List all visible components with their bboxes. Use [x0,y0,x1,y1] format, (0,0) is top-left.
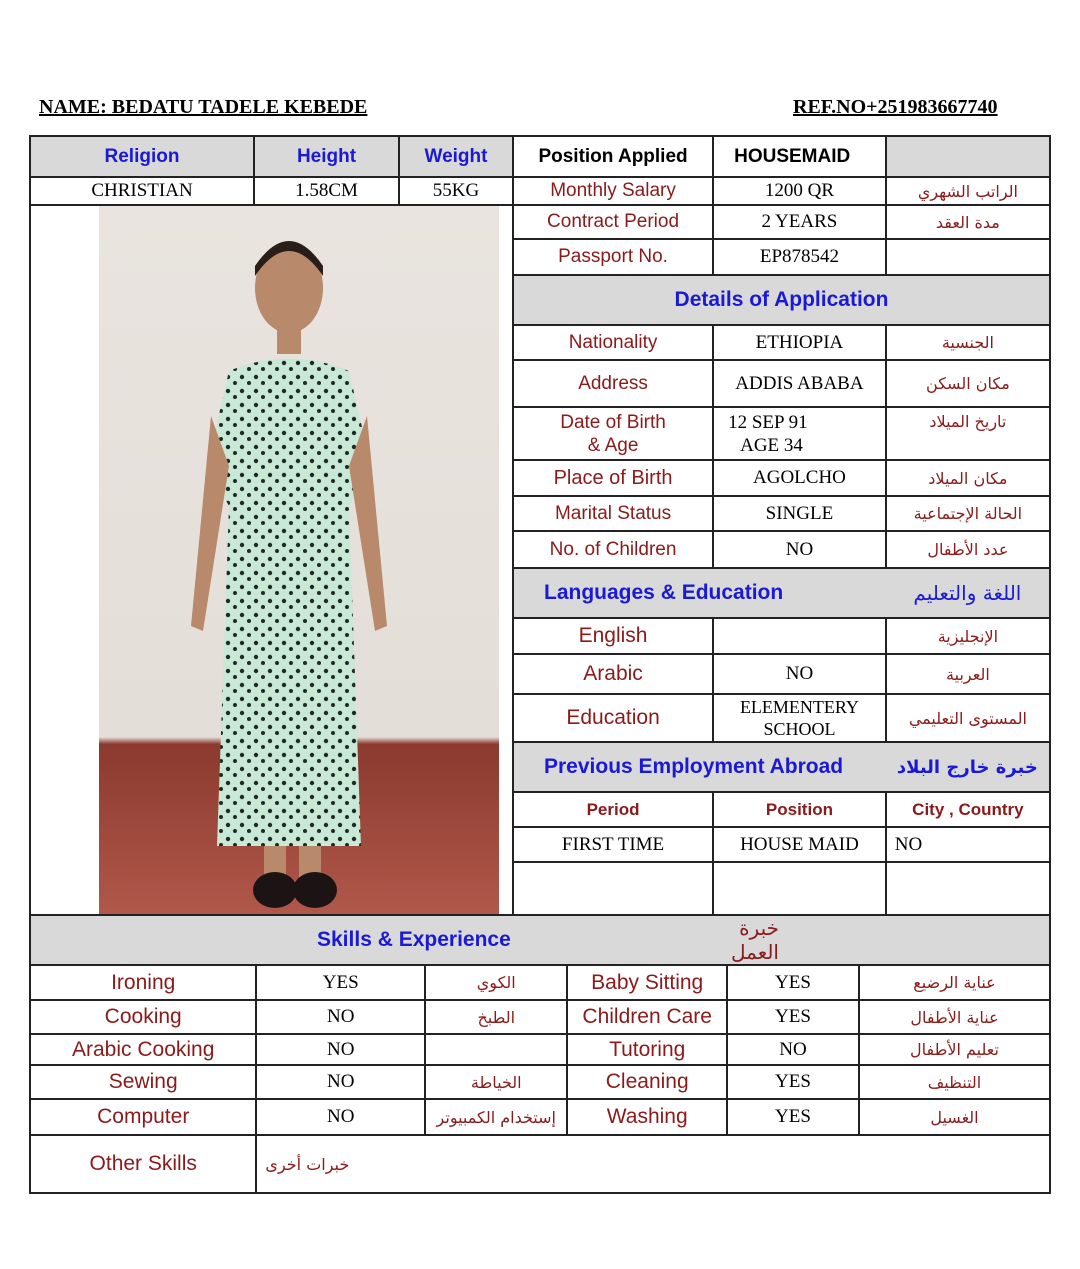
skill-computer: Computer [30,1099,256,1135]
birthplace-value: AGOLCHO [713,460,886,496]
skill-ironing: Ironing [30,965,256,1000]
dob-label-line2: & Age [587,434,639,456]
skill-arabic-cooking-value: NO [256,1034,425,1065]
salary-label: Monthly Salary [513,177,713,205]
skill-sewing: Sewing [30,1065,256,1099]
children-label-ar: عدد الأطفال [886,531,1050,568]
arabic-label-ar: العربية [886,654,1050,694]
skill-cleaning: Cleaning [567,1065,727,1099]
skill-children-care: Children Care [567,1000,727,1034]
emp-city-header: City , Country [886,792,1050,827]
contract-value: 2 YEARS [713,205,886,239]
education-value [713,694,886,742]
emp-empty-cell [886,862,1050,915]
languages-section-title: Languages & Education [513,568,886,618]
passport-value: EP878542 [713,239,886,275]
height-value: 1.58CM [254,177,399,205]
candidate-name: NAME: BEDATU TADELE KEBEDE [39,96,368,118]
arabic-label: Arabic [513,654,713,694]
weight-header: Weight [399,136,513,177]
details-section-title: Details of Application [513,275,1050,325]
religion-header: Religion [30,136,254,177]
contract-label-ar: مدة العقد [886,205,1050,239]
skill-children-care-ar: عناية الأطفال [859,1000,1050,1034]
skill-cooking: Cooking [30,1000,256,1034]
address-label: Address [513,360,713,407]
english-value [713,618,886,654]
position-label: Position Applied [513,136,713,177]
skill-tutoring-ar: تعليم الأطفال [859,1034,1050,1065]
skill-computer-value: NO [256,1099,425,1135]
employment-section-title: Previous Employment Abroad [513,742,886,792]
education-value-line2: SCHOOL [763,719,836,739]
emp-empty-cell [513,862,713,915]
arabic-value: NO [713,654,886,694]
nationality-label-ar: الجنسية [886,325,1050,360]
emp-city-value: NO [886,827,1050,862]
dob-label-ar: تاريخ الميلاد [886,407,1050,460]
address-label-ar: مكان السكن [886,360,1050,407]
skill-ironing-value: YES [256,965,425,1000]
skill-cooking-value: NO [256,1000,425,1034]
english-label-ar: الإنجليزية [886,618,1050,654]
languages-section-title-ar: اللغة والتعليم [886,568,1050,618]
emp-empty-cell [713,862,886,915]
skill-washing: Washing [567,1099,727,1135]
skill-children-care-value: YES [727,1000,859,1034]
education-label: Education [513,694,713,742]
candidate-photo [99,206,499,914]
skill-computer-ar: إستخدام الكمبيوتر [425,1099,567,1135]
nationality-label: Nationality [513,325,713,360]
skill-tutoring-value: NO [727,1034,859,1065]
dob-label [513,407,713,460]
dob-value-line1: 12 SEP 91 [728,411,808,433]
skill-baby-sitting-ar: عناية الرضيع [859,965,1050,1000]
emp-position-value: HOUSE MAID [713,827,886,862]
salary-label-ar: الراتب الشهري [886,177,1050,205]
skill-cooking-ar: الطبخ [425,1000,567,1034]
skill-washing-ar: الغسيل [859,1099,1050,1135]
education-value-line1: ELEMENTERY [739,697,859,717]
education-label-ar: المستوى التعليمي [886,694,1050,742]
skill-sewing-value: NO [256,1065,425,1099]
other-skills-label: Other Skills [30,1135,256,1193]
emp-period-header: Period [513,792,713,827]
weight-value: 55KG [399,177,513,205]
employment-section-title-ar: خبرة خارج البلاد [886,742,1050,792]
address-value: ADDIS ABABA [713,360,886,407]
skills-section-title-ar: خبرة العمل [727,915,1050,965]
position-value: HOUSEMAID [713,136,886,177]
children-value: NO [713,531,886,568]
passport-label: Passport No. [513,239,713,275]
age-value: AGE 34 [740,434,803,456]
skill-baby-sitting-value: YES [727,965,859,1000]
birthplace-label: Place of Birth [513,460,713,496]
english-label: English [513,618,713,654]
skill-cleaning-ar: التنظيف [859,1065,1050,1099]
religion-value: CHRISTIAN [30,177,254,205]
emp-position-header: Position [713,792,886,827]
emp-period-value: FIRST TIME [513,827,713,862]
skills-section-title: Skills & Experience [30,915,727,965]
children-label: No. of Children [513,531,713,568]
marital-label: Marital Status [513,496,713,531]
skill-arabic-cooking: Arabic Cooking [30,1034,256,1065]
skill-tutoring: Tutoring [567,1034,727,1065]
skill-sewing-ar: الخياطة [425,1065,567,1099]
skill-arabic-cooking-ar [425,1034,567,1065]
marital-value: SINGLE [713,496,886,531]
salary-value: 1200 QR [713,177,886,205]
dob-value [713,407,886,460]
other-skills-label-ar: خبرات أخرى [256,1135,1050,1193]
skills-table [29,914,1051,1194]
skill-cleaning-value: YES [727,1065,859,1099]
skill-washing-value: YES [727,1099,859,1135]
birthplace-label-ar: مكان الميلاد [886,460,1050,496]
contract-label: Contract Period [513,205,713,239]
skill-baby-sitting: Baby Sitting [567,965,727,1000]
nationality-value: ETHIOPIA [713,325,886,360]
skill-ironing-ar: الكوي [425,965,567,1000]
dob-label-line1: Date of Birth [560,411,666,433]
height-header: Height [254,136,399,177]
application-details-table [512,135,1051,916]
reference-number: REF.NO+251983667740 [793,96,998,118]
marital-label-ar: الحالة الإجتماعية [886,496,1050,531]
